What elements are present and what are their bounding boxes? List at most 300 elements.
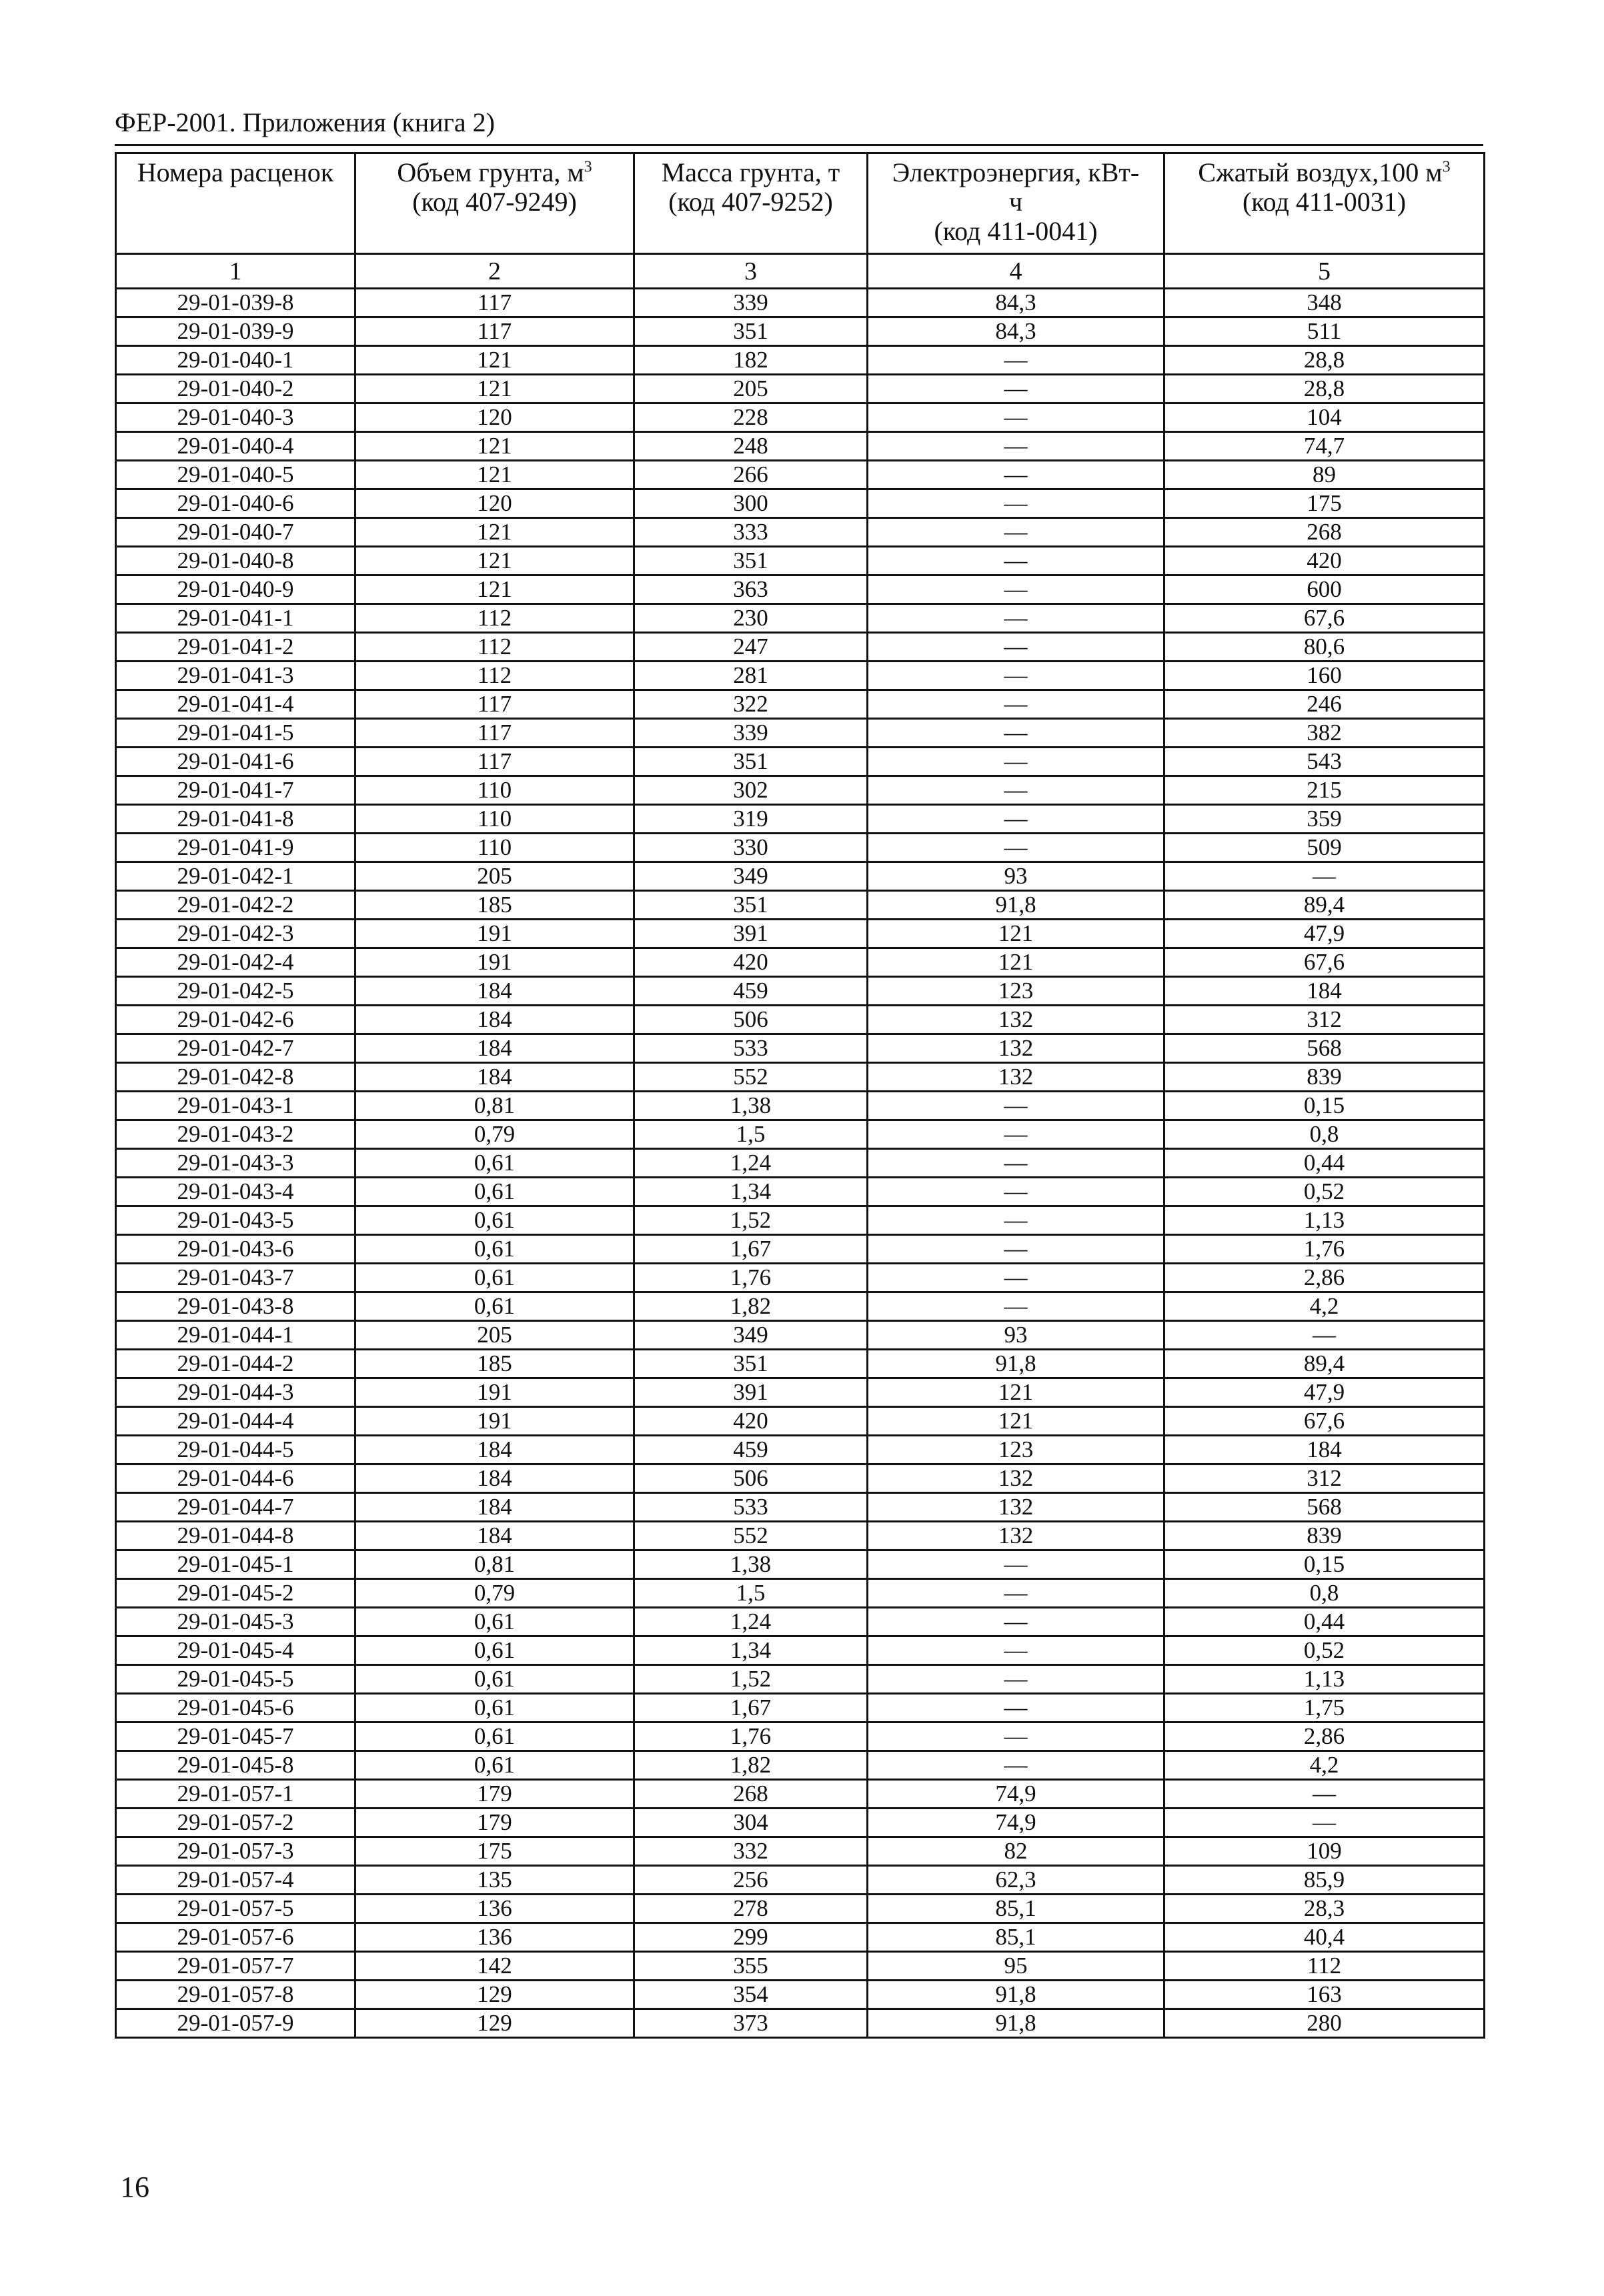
compressed-air-cell: 47,9 xyxy=(1164,1378,1485,1407)
electricity-cell: 132 xyxy=(868,1464,1164,1493)
soil-mass-cell: 1,38 xyxy=(634,1092,868,1120)
table-row xyxy=(116,1321,1485,1350)
soil-mass-cell: 205 xyxy=(634,375,868,403)
electricity-cell: 123 xyxy=(868,1436,1164,1464)
table-row xyxy=(116,834,1485,862)
soil-volume-cell: 120 xyxy=(355,403,634,432)
electricity-cell: — xyxy=(868,1264,1164,1292)
soil-mass-cell: 1,24 xyxy=(634,1608,868,1636)
column-number: 1 xyxy=(116,254,355,289)
table-row xyxy=(116,690,1485,719)
rate-number-cell: 29-01-045-6 xyxy=(116,1694,355,1723)
electricity-cell: 132 xyxy=(868,1006,1164,1034)
rate-number-cell: 29-01-044-6 xyxy=(116,1464,355,1493)
compressed-air-cell: 47,9 xyxy=(1164,920,1485,948)
compressed-air-cell: 40,4 xyxy=(1164,1923,1485,1952)
rate-number-cell: 29-01-043-1 xyxy=(116,1092,355,1120)
electricity-cell: 132 xyxy=(868,1063,1164,1092)
page-number: 16 xyxy=(120,2171,149,2203)
electricity-cell: — xyxy=(868,633,1164,662)
rate-number-cell: 29-01-042-2 xyxy=(116,891,355,920)
compressed-air-cell: 109 xyxy=(1164,1837,1485,1866)
table-row xyxy=(116,1866,1485,1895)
table-row xyxy=(116,1723,1485,1751)
soil-mass-cell: 1,76 xyxy=(634,1264,868,1292)
table-row xyxy=(116,1206,1485,1235)
compressed-air-cell: 600 xyxy=(1164,576,1485,604)
soil-mass-cell: 351 xyxy=(634,748,868,776)
compressed-air-cell: 175 xyxy=(1164,489,1485,518)
electricity-cell: 121 xyxy=(868,1407,1164,1436)
soil-volume-cell: 179 xyxy=(355,1809,634,1837)
rate-number-cell: 29-01-045-2 xyxy=(116,1579,355,1608)
electricity-cell: — xyxy=(868,834,1164,862)
electricity-cell: — xyxy=(868,1608,1164,1636)
soil-mass-cell: 420 xyxy=(634,1407,868,1436)
soil-mass-cell: 248 xyxy=(634,432,868,461)
table-row xyxy=(116,518,1485,547)
header-line: Электроэнергия, кВт- xyxy=(892,157,1140,187)
table-row xyxy=(116,1665,1485,1694)
header-line: (код 407-9249) xyxy=(412,187,577,217)
table-row xyxy=(116,1350,1485,1378)
soil-volume-cell: 121 xyxy=(355,518,634,547)
table-row xyxy=(116,1292,1485,1321)
compressed-air-cell: 348 xyxy=(1164,289,1485,317)
electricity-cell: — xyxy=(868,1636,1164,1665)
soil-volume-cell: 184 xyxy=(355,1034,634,1063)
electricity-cell: — xyxy=(868,547,1164,576)
soil-volume-cell: 0,61 xyxy=(355,1178,634,1206)
table-row xyxy=(116,1923,1485,1952)
table-row xyxy=(116,1608,1485,1636)
rate-number-cell: 29-01-041-6 xyxy=(116,748,355,776)
rate-number-cell: 29-01-041-8 xyxy=(116,805,355,834)
table-row xyxy=(116,1063,1485,1092)
rate-number-cell: 29-01-057-3 xyxy=(116,1837,355,1866)
soil-volume-cell: 0,61 xyxy=(355,1264,634,1292)
header-line: Масса грунта, т xyxy=(661,157,840,187)
electricity-cell: — xyxy=(868,690,1164,719)
running-header: ФЕР-2001. Приложения (книга 2) xyxy=(115,107,1483,146)
soil-mass-cell: 351 xyxy=(634,1350,868,1378)
compressed-air-cell: 312 xyxy=(1164,1464,1485,1493)
table-row xyxy=(116,719,1485,748)
soil-volume-cell: 0,61 xyxy=(355,1206,634,1235)
compressed-air-cell: 0,52 xyxy=(1164,1636,1485,1665)
table-row xyxy=(116,1436,1485,1464)
soil-mass-cell: 552 xyxy=(634,1063,868,1092)
rate-number-cell: 29-01-045-3 xyxy=(116,1608,355,1636)
electricity-cell: — xyxy=(868,1723,1164,1751)
rate-number-cell: 29-01-057-6 xyxy=(116,1923,355,1952)
soil-volume-cell: 117 xyxy=(355,289,634,317)
electricity-cell: 91,8 xyxy=(868,2009,1164,2038)
rate-number-cell: 29-01-057-7 xyxy=(116,1952,355,1981)
rate-number-cell: 29-01-044-5 xyxy=(116,1436,355,1464)
table-row xyxy=(116,1493,1485,1522)
soil-mass-cell: 300 xyxy=(634,489,868,518)
table-row xyxy=(116,289,1485,317)
soil-mass-cell: 459 xyxy=(634,1436,868,1464)
table-row xyxy=(116,346,1485,375)
compressed-air-cell: 80,6 xyxy=(1164,633,1485,662)
compressed-air-cell: 420 xyxy=(1164,547,1485,576)
soil-volume-cell: 110 xyxy=(355,776,634,805)
compressed-air-cell: 280 xyxy=(1164,2009,1485,2038)
compressed-air-cell: 0,8 xyxy=(1164,1579,1485,1608)
column-number: 3 xyxy=(634,254,868,289)
soil-mass-cell: 278 xyxy=(634,1895,868,1923)
soil-mass-cell: 1,82 xyxy=(634,1751,868,1780)
electricity-cell: 93 xyxy=(868,1321,1164,1350)
table-body xyxy=(116,289,1485,2038)
electricity-cell: 82 xyxy=(868,1837,1164,1866)
soil-volume-cell: 120 xyxy=(355,489,634,518)
soil-mass-cell: 1,34 xyxy=(634,1178,868,1206)
electricity-cell: 91,8 xyxy=(868,1350,1164,1378)
rate-number-cell: 29-01-044-7 xyxy=(116,1493,355,1522)
compressed-air-cell: 184 xyxy=(1164,1436,1485,1464)
soil-volume-cell: 179 xyxy=(355,1780,634,1809)
soil-volume-cell: 184 xyxy=(355,1006,634,1034)
table-row xyxy=(116,1464,1485,1493)
compressed-air-cell: 67,6 xyxy=(1164,948,1485,977)
rate-number-cell: 29-01-045-5 xyxy=(116,1665,355,1694)
rate-number-cell: 29-01-043-7 xyxy=(116,1264,355,1292)
soil-volume-cell: 205 xyxy=(355,1321,634,1350)
compressed-air-cell: 543 xyxy=(1164,748,1485,776)
electricity-cell: — xyxy=(868,518,1164,547)
table-row xyxy=(116,1034,1485,1063)
soil-volume-cell: 112 xyxy=(355,633,634,662)
soil-mass-cell: 247 xyxy=(634,633,868,662)
soil-volume-cell: 184 xyxy=(355,1464,634,1493)
rate-number-cell: 29-01-045-4 xyxy=(116,1636,355,1665)
soil-mass-cell: 268 xyxy=(634,1780,868,1809)
soil-volume-cell: 0,61 xyxy=(355,1636,634,1665)
electricity-cell: 132 xyxy=(868,1522,1164,1550)
soil-mass-cell: 351 xyxy=(634,891,868,920)
rate-number-cell: 29-01-042-1 xyxy=(116,862,355,891)
soil-mass-cell: 533 xyxy=(634,1493,868,1522)
rate-number-cell: 29-01-042-3 xyxy=(116,920,355,948)
soil-volume-cell: 121 xyxy=(355,375,634,403)
rate-number-cell: 29-01-045-8 xyxy=(116,1751,355,1780)
electricity-cell: — xyxy=(868,346,1164,375)
electricity-cell: — xyxy=(868,604,1164,633)
soil-mass-cell: 228 xyxy=(634,403,868,432)
compressed-air-cell: — xyxy=(1164,1809,1485,1837)
table-row xyxy=(116,1006,1485,1034)
soil-volume-cell: 184 xyxy=(355,1493,634,1522)
soil-mass-cell: 349 xyxy=(634,862,868,891)
compressed-air-cell: 28,8 xyxy=(1164,375,1485,403)
table-row xyxy=(116,489,1485,518)
table-row xyxy=(116,1120,1485,1149)
soil-mass-cell: 1,24 xyxy=(634,1149,868,1178)
soil-volume-cell: 0,81 xyxy=(355,1550,634,1579)
soil-volume-cell: 121 xyxy=(355,576,634,604)
soil-volume-cell: 121 xyxy=(355,547,634,576)
soil-mass-cell: 355 xyxy=(634,1952,868,1981)
compressed-air-cell: 511 xyxy=(1164,317,1485,346)
soil-mass-cell: 1,67 xyxy=(634,1694,868,1723)
electricity-cell: — xyxy=(868,375,1164,403)
soil-volume-cell: 191 xyxy=(355,920,634,948)
soil-mass-cell: 1,52 xyxy=(634,1206,868,1235)
rate-number-cell: 29-01-040-5 xyxy=(116,461,355,489)
table-row xyxy=(116,1378,1485,1407)
compressed-air-cell: 89,4 xyxy=(1164,891,1485,920)
soil-volume-cell: 110 xyxy=(355,834,634,862)
rate-number-cell: 29-01-042-5 xyxy=(116,977,355,1006)
rate-number-cell: 29-01-039-9 xyxy=(116,317,355,346)
rate-number-cell: 29-01-042-8 xyxy=(116,1063,355,1092)
compressed-air-cell: 568 xyxy=(1164,1034,1485,1063)
rate-number-cell: 29-01-043-4 xyxy=(116,1178,355,1206)
electricity-cell: — xyxy=(868,432,1164,461)
table-row xyxy=(116,1809,1485,1837)
compressed-air-cell: 0,52 xyxy=(1164,1178,1485,1206)
table-row xyxy=(116,317,1485,346)
rate-number-cell: 29-01-045-1 xyxy=(116,1550,355,1579)
compressed-air-cell: 568 xyxy=(1164,1493,1485,1522)
soil-volume-cell: 0,61 xyxy=(355,1608,634,1636)
header-rate-numbers xyxy=(116,153,355,254)
soil-mass-cell: 351 xyxy=(634,547,868,576)
compressed-air-cell: 1,75 xyxy=(1164,1694,1485,1723)
soil-volume-cell: 117 xyxy=(355,748,634,776)
electricity-cell: — xyxy=(868,1235,1164,1264)
soil-volume-cell: 112 xyxy=(355,604,634,633)
compressed-air-cell: 839 xyxy=(1164,1522,1485,1550)
rate-number-cell: 29-01-057-8 xyxy=(116,1981,355,2009)
compressed-air-cell: 246 xyxy=(1164,690,1485,719)
compressed-air-cell: 112 xyxy=(1164,1952,1485,1981)
rate-number-cell: 29-01-044-2 xyxy=(116,1350,355,1378)
table-row xyxy=(116,633,1485,662)
soil-mass-cell: 552 xyxy=(634,1522,868,1550)
rate-number-cell: 29-01-043-8 xyxy=(116,1292,355,1321)
table-row xyxy=(116,461,1485,489)
header-soil-volume xyxy=(355,153,634,254)
rate-number-cell: 29-01-041-5 xyxy=(116,719,355,748)
electricity-cell: 85,1 xyxy=(868,1923,1164,1952)
electricity-cell: — xyxy=(868,776,1164,805)
compressed-air-cell: 4,2 xyxy=(1164,1751,1485,1780)
rate-number-cell: 29-01-041-9 xyxy=(116,834,355,862)
compressed-air-cell: 0,44 xyxy=(1164,1149,1485,1178)
soil-mass-cell: 256 xyxy=(634,1866,868,1895)
soil-volume-cell: 117 xyxy=(355,690,634,719)
table-row xyxy=(116,862,1485,891)
rate-number-cell: 29-01-040-1 xyxy=(116,346,355,375)
table-row xyxy=(116,1780,1485,1809)
compressed-air-cell: 4,2 xyxy=(1164,1292,1485,1321)
table-row xyxy=(116,1235,1485,1264)
superscript: 3 xyxy=(584,158,592,176)
header-line: Номера расценок xyxy=(137,157,334,187)
soil-volume-cell: 184 xyxy=(355,977,634,1006)
column-number-row xyxy=(116,254,1485,289)
table-row xyxy=(116,432,1485,461)
soil-mass-cell: 354 xyxy=(634,1981,868,2009)
compressed-air-cell: 268 xyxy=(1164,518,1485,547)
header-line: Объем грунта, $м^3$ xyxy=(397,157,592,187)
soil-mass-cell: 1,76 xyxy=(634,1723,868,1751)
table-row xyxy=(116,1694,1485,1723)
soil-mass-cell: 533 xyxy=(634,1034,868,1063)
soil-mass-cell: 322 xyxy=(634,690,868,719)
header-compressed-air xyxy=(1164,153,1485,254)
compressed-air-cell: — xyxy=(1164,862,1485,891)
table-row xyxy=(116,375,1485,403)
rate-number-cell: 29-01-043-3 xyxy=(116,1149,355,1178)
compressed-air-cell: 215 xyxy=(1164,776,1485,805)
electricity-cell: 123 xyxy=(868,977,1164,1006)
electricity-cell: 74,9 xyxy=(868,1809,1164,1837)
rate-number-cell: 29-01-040-8 xyxy=(116,547,355,576)
electricity-cell: 95 xyxy=(868,1952,1164,1981)
compressed-air-cell: 0,8 xyxy=(1164,1120,1485,1149)
table-row xyxy=(116,1636,1485,1665)
table-row xyxy=(116,547,1485,576)
table-row xyxy=(116,662,1485,690)
soil-mass-cell: 1,52 xyxy=(634,1665,868,1694)
rate-number-cell: 29-01-045-7 xyxy=(116,1723,355,1751)
soil-volume-cell: 191 xyxy=(355,1407,634,1436)
rate-number-cell: 29-01-041-4 xyxy=(116,690,355,719)
soil-mass-cell: 1,82 xyxy=(634,1292,868,1321)
compressed-air-cell: 0,44 xyxy=(1164,1608,1485,1636)
rate-number-cell: 29-01-057-9 xyxy=(116,2009,355,2038)
table-row xyxy=(116,948,1485,977)
column-number: 5 xyxy=(1164,254,1485,289)
soil-mass-cell: 230 xyxy=(634,604,868,633)
compressed-air-cell: 509 xyxy=(1164,834,1485,862)
electricity-cell: 121 xyxy=(868,948,1164,977)
table-row xyxy=(116,1522,1485,1550)
compressed-air-cell: 104 xyxy=(1164,403,1485,432)
table-row xyxy=(116,1407,1485,1436)
soil-mass-cell: 1,34 xyxy=(634,1636,868,1665)
soil-volume-cell: 205 xyxy=(355,862,634,891)
compressed-air-cell: 312 xyxy=(1164,1006,1485,1034)
soil-volume-cell: 0,79 xyxy=(355,1579,634,1608)
table-row xyxy=(116,920,1485,948)
soil-volume-cell: 142 xyxy=(355,1952,634,1981)
electricity-cell: 91,8 xyxy=(868,891,1164,920)
header-line: (код 411-0041) xyxy=(934,216,1098,246)
table-row xyxy=(116,977,1485,1006)
soil-mass-cell: 506 xyxy=(634,1006,868,1034)
electricity-cell: 132 xyxy=(868,1493,1164,1522)
column-number: 4 xyxy=(868,254,1164,289)
soil-mass-cell: 420 xyxy=(634,948,868,977)
compressed-air-cell: 1,13 xyxy=(1164,1665,1485,1694)
rate-number-cell: 29-01-057-4 xyxy=(116,1866,355,1895)
electricity-cell: 93 xyxy=(868,862,1164,891)
compressed-air-cell: 382 xyxy=(1164,719,1485,748)
compressed-air-cell: 1,13 xyxy=(1164,1206,1485,1235)
header-line: Сжатый воздух,100 $м^3$ xyxy=(1198,157,1451,187)
table-row xyxy=(116,576,1485,604)
rate-number-cell: 29-01-040-2 xyxy=(116,375,355,403)
electricity-cell: 84,3 xyxy=(868,289,1164,317)
rate-number-cell: 29-01-057-5 xyxy=(116,1895,355,1923)
header-row xyxy=(116,153,1485,254)
soil-mass-cell: 391 xyxy=(634,920,868,948)
table-row xyxy=(116,1952,1485,1981)
rate-number-cell: 29-01-043-5 xyxy=(116,1206,355,1235)
electricity-cell: — xyxy=(868,1178,1164,1206)
compressed-air-cell: 160 xyxy=(1164,662,1485,690)
soil-mass-cell: 182 xyxy=(634,346,868,375)
table-row xyxy=(116,748,1485,776)
soil-mass-cell: 506 xyxy=(634,1464,868,1493)
table-row xyxy=(116,1178,1485,1206)
table-row xyxy=(116,604,1485,633)
soil-volume-cell: 136 xyxy=(355,1895,634,1923)
rate-number-cell: 29-01-040-9 xyxy=(116,576,355,604)
electricity-cell: — xyxy=(868,1579,1164,1608)
rate-number-cell: 29-01-043-6 xyxy=(116,1235,355,1264)
table-row xyxy=(116,1550,1485,1579)
table-row xyxy=(116,891,1485,920)
soil-mass-cell: 373 xyxy=(634,2009,868,2038)
electricity-cell: — xyxy=(868,1694,1164,1723)
soil-volume-cell: 184 xyxy=(355,1436,634,1464)
electricity-cell: — xyxy=(868,461,1164,489)
soil-volume-cell: 0,79 xyxy=(355,1120,634,1149)
soil-volume-cell: 136 xyxy=(355,1923,634,1952)
table-row xyxy=(116,2009,1485,2038)
soil-volume-cell: 184 xyxy=(355,1522,634,1550)
electricity-cell: — xyxy=(868,1149,1164,1178)
rate-number-cell: 29-01-044-8 xyxy=(116,1522,355,1550)
electricity-cell: 121 xyxy=(868,920,1164,948)
electricity-cell: 84,3 xyxy=(868,317,1164,346)
soil-volume-cell: 184 xyxy=(355,1063,634,1092)
soil-mass-cell: 1,5 xyxy=(634,1579,868,1608)
electricity-cell: — xyxy=(868,576,1164,604)
soil-volume-cell: 191 xyxy=(355,1378,634,1407)
compressed-air-cell: 67,6 xyxy=(1164,1407,1485,1436)
superscript: 3 xyxy=(1442,158,1451,176)
soil-volume-cell: 0,61 xyxy=(355,1723,634,1751)
soil-volume-cell: 121 xyxy=(355,346,634,375)
soil-mass-cell: 349 xyxy=(634,1321,868,1350)
soil-mass-cell: 1,38 xyxy=(634,1550,868,1579)
compressed-air-cell: 0,15 xyxy=(1164,1550,1485,1579)
compressed-air-cell: 2,86 xyxy=(1164,1723,1485,1751)
electricity-cell: — xyxy=(868,489,1164,518)
soil-volume-cell: 117 xyxy=(355,719,634,748)
table-row xyxy=(116,403,1485,432)
soil-mass-cell: 332 xyxy=(634,1837,868,1866)
soil-volume-cell: 121 xyxy=(355,461,634,489)
soil-mass-cell: 281 xyxy=(634,662,868,690)
rate-number-cell: 29-01-043-2 xyxy=(116,1120,355,1149)
compressed-air-cell: 1,76 xyxy=(1164,1235,1485,1264)
rate-number-cell: 29-01-041-3 xyxy=(116,662,355,690)
soil-mass-cell: 330 xyxy=(634,834,868,862)
rate-number-cell: 29-01-042-4 xyxy=(116,948,355,977)
soil-volume-cell: 0,61 xyxy=(355,1235,634,1264)
rate-number-cell: 29-01-040-4 xyxy=(116,432,355,461)
compressed-air-cell: 28,8 xyxy=(1164,346,1485,375)
